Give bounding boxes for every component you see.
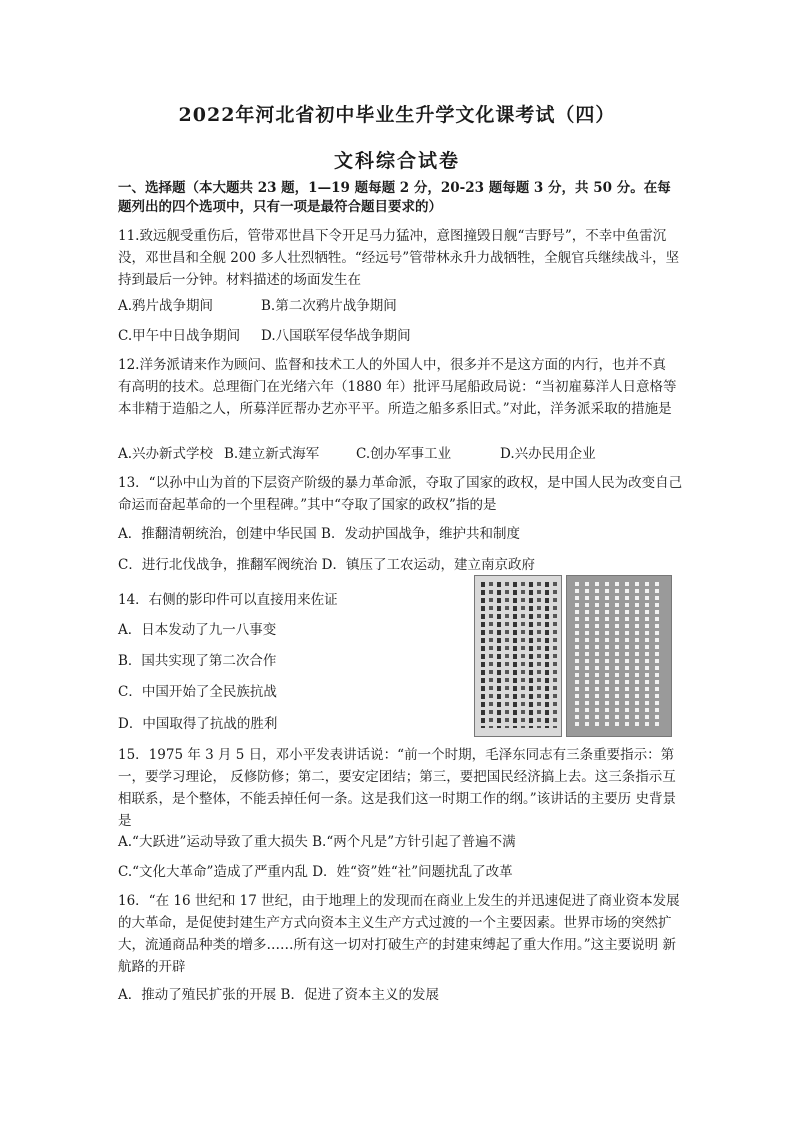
question-12-stem: 12.洋务派请来作为顾问、监督和技术工人的外国人中，很多并不是这方面的内行，也并不真 有高明的技术。总理衙门在光绪六年（1880 年）批评马尾船政局说：“当初雇募洋人日意格等本非精于造船之人，所募洋匠帮办艺亦平平。所造之船多系旧式。”对此，洋务派采取的措施是 [118, 357, 677, 417]
historical-document-photocopy-left [474, 575, 562, 737]
question-11-option-d: D.八国联军侵华战争期间 [261, 328, 411, 344]
question-14-option-a: A．日本发动了九一八事变 [118, 622, 277, 638]
question-11-stem: 11.致远舰受重伤后，管带邓世昌下令开足马力猛冲，意图撞毁日舰“吉野号”，不幸中鱼雷沉没，邓世昌和全舰 200 多人壮烈牺牲。“经远号”管带林永升力战牺牲，全舰官兵继续战斗，坚持到最后一分钟。材料描述的场面发生在 [118, 228, 680, 288]
question-11-options-row1 [118, 296, 397, 316]
question-16-options-ab: A．推动了殖民扩张的开展 B．促进了资本主义的发展 [118, 987, 439, 1003]
question-14-option-d: D．中国取得了抗战的胜利 [118, 716, 278, 732]
question-12-option-b: B.建立新式海军 [224, 446, 320, 462]
question-12-option-c: C.创办军事工业 [356, 446, 452, 462]
question-13-stem: 13．“以孙中山为首的下层资产阶级的暴力革命派，夺取了国家的政权，是中国人民为改变自己命运而奋起革命的一个里程碑。”其中“夺取了国家的政权”指的是 [118, 475, 683, 513]
question-16-stem: 16．“在 16 世纪和 17 世纪，由于地理上的发现而在商业上发生的并迅速促进了商业资本发展 的大革命，是促使封建生产方式向资本主义生产方式过渡的一个主要因素。世界市场的突然扩大，流通商品种类的增多……所有这一切对打破生产的封建束缚起了重大作用。”这主要说明 新航路的开辟 [118, 893, 680, 975]
question-14-option-b: B．国共实现了第二次合作 [118, 653, 277, 669]
question-11-options-row2 [118, 326, 411, 346]
question-14-option-c: C．中国开始了全民族抗战 [118, 684, 277, 700]
question-12-options [118, 444, 596, 464]
section-heading: 一、选择题（本大题共 23 题，1—19 题每题 2 分，20-23 题每题 3 分，共 50 分。在每题列出的四个选项中，只有一项是最符合题目要求的） [118, 180, 671, 215]
question-11-option-c: C.甲午中日战争期间 [118, 328, 241, 344]
exam-title: 2022年河北省初中毕业生升学文化课考试（四） [178, 104, 616, 126]
question-15-options-ab: A.“大跃进”运动导致了重大损失 B.“两个凡是”方针引起了普遍不满 [118, 834, 516, 850]
question-12-option-a: A.兴办新式学校 [118, 446, 214, 462]
question-12-option-d: D.兴办民用企业 [500, 446, 596, 462]
question-13-options-ab: A．推翻清朝统治，创建中华民国 B．发动护国战争，维护共和制度 [118, 526, 520, 542]
question-15-stem: 15．1975 年 3 月 5 日，邓小平发表讲话说：“前一个时期，毛泽东同志有三条重要指示：第一，要学习理论， 反修防修；第二，要安定团结；第三，要把国民经济搞上去。这三条指示互相联系，是个整体，不能丢掉任何一条。这是我们这一时期工作的纲。”该讲话的主要历 史背景是 [118, 747, 676, 829]
question-13-options-cd: C．进行北伐战争，推翻军阀统治 D．镇压了工农运动，建立南京政府 [118, 557, 535, 573]
historical-document-photocopy-right [566, 575, 672, 737]
question-14-stem: 14．右侧的影印件可以直接用来佐证 [118, 592, 338, 608]
exam-subtitle: 文科综合试卷 [333, 150, 460, 172]
question-11-option-a: A.鸦片战争期间 [118, 298, 214, 314]
question-15-options-cd: C.“文化大革命”造成了严重内乱 D．姓“资”姓“社”问题扰乱了改革 [118, 864, 513, 880]
question-11-option-b: B.第二次鸦片战争期间 [261, 298, 397, 314]
